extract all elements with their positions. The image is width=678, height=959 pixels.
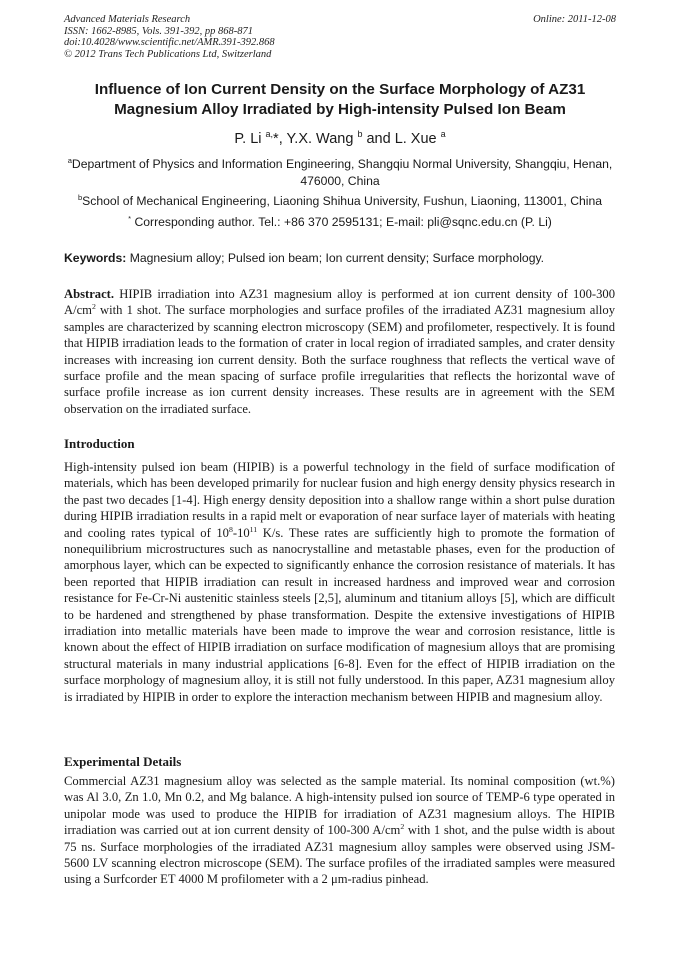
- affiliation-text: Corresponding author. Tel.: +86 370 2595131; E-mail: pli@sqnc.edu.cn (P. Li): [134, 215, 552, 229]
- affiliation-mark: b: [77, 192, 83, 202]
- keywords: [64, 250, 624, 266]
- author-affil-mark: a: [440, 129, 446, 140]
- body-text: with 1 shot, and the pulse width is about 75 ns. Surface morphologies of the irradiated AZ31 magnesium alloy samples were observed using JSM-5600 LV scanning electron microscope (SEM). The surface profiles of the irradiated samples were measured using a Surfcorder ET 4000 M profilometer with a 2 μm-radius pinhead.: [64, 823, 615, 887]
- journal-name: Advanced Materials Research: [64, 14, 191, 25]
- author-affil-mark: b: [357, 129, 363, 140]
- body-text: K/s. These rates are sufficiently high to promote the formation of nonequilibrium microstructures such as nanocrystalline and metastable phases, even for the production of amorphous layer, which can be expected to significantly enhance the corrosion resistance of materials. It has been reported that HIPIB irradiation can result in increased hardness and improved wear and corrosion resistance for Fe-Cr-Ni austenitic stainless steels [2,5], aluminum and titanium alloys [5], which are difficult to be hardened and strengthened by phase transformation. Despite the extensive investigations of HIPIB irradiation into metallic materials have been made to improve the wear and corrosion resistance, little is known about the effect of HIPIB irradiation on surface modification of magnesium alloys that are promising structural materials in many industrial applications [6-8]. Even for the effect of HIPIB irradiation on the surface morphology of magnesium alloy, it is still not fully understood. In this paper, AZ31 magnesium alloy is irradiated by HIPIB in order to explore the interaction mechanism between HIPIB and magnesium alloy.: [64, 525, 615, 704]
- paper-title: Influence of Ion Current Density on the Surface Morphology of AZ31 Magnesium Alloy Irradiated by High-intensity Pulsed Ion Beam: [94, 81, 586, 118]
- author-line: [64, 130, 616, 148]
- online-date: Online: 2011-12-08: [533, 14, 616, 25]
- author-separator: and: [362, 131, 395, 147]
- author-name: L. Xue: [394, 131, 437, 147]
- introduction-paragraph: [64, 459, 615, 705]
- body-text: -10: [232, 525, 250, 540]
- affiliation-b: [64, 193, 616, 210]
- affiliation-text: School of Mechanical Engineering, Liaoning Shihua University, Fushun, Liaoning, 113001, China: [82, 194, 603, 208]
- author-name: P. Li: [234, 131, 262, 147]
- keywords-text: Magnesium alloy; Pulsed ion beam; Ion current density; Surface morphology.: [126, 251, 545, 265]
- abstract-text: with 1 shot. The surface morphologies and surface profiles of the irradiated AZ31 magnesium alloy samples are characterized by scanning electron microscopy (SEM) and profilometer, respectively. It is found that HIPIB irradiation leads to the formation of crater in local region of irradiated samples, and crater density increases with increasing ion current density. Both the surface roughness that reflects the vertical wave of surface profile and the mean spacing of surface profile irregularities that reflects the horizontal wave of surface profile increase as ion current density increases. These results are in agreement with the SEM observation on the irradiated surface.: [64, 303, 615, 416]
- experimental-paragraph: [64, 773, 615, 888]
- affiliation-text: Department of Physics and Information Engineering, Shangqiu Normal University, Shangqiu, Henan, 476000, China: [71, 157, 613, 188]
- abstract: [64, 286, 615, 417]
- copyright-line: © 2012 Trans Tech Publications Ltd, Switzerland: [64, 48, 272, 60]
- body-text: High-intensity pulsed ion beam (HIPIB) is a powerful technology in the field of surface modification of materials, which has been developed primarily for nuclear fusion and high energy density physics research in the past two decades [1-4]. High energy density deposition into a shallow range within a short pulse duration during HIPIB irradiation results in a rapid melt or evaporation of near surface layer of materials with heating and cooling rates typical of 10: [64, 460, 615, 540]
- journal-header: [64, 14, 616, 60]
- affiliation-mark: a: [67, 155, 72, 165]
- superscript: 2: [400, 822, 405, 832]
- corresponding-author: [64, 214, 616, 231]
- abstract-text: HIPIB irradiation into AZ31 magnesium alloy is performed at ion current density of 100-300 A/cm: [64, 287, 615, 318]
- affiliation-a: [64, 156, 616, 189]
- body-text: Commercial AZ31 magnesium alloy was selected as the sample material. Its nominal composition (wt.%) was Al 3.0, Zn 1.0, Mn 0.2, and Mg balance. A high-intensity pulsed ion source of TEMP-6 type operated in unipolar mode was used to produce the HIPIB for irradiation of AZ31 magnesium alloys. The HIPIB irradiation was carried out at ion current density of 100-300 A/cm: [64, 774, 615, 838]
- affiliation-mark: *: [128, 213, 132, 223]
- author-separator: ,: [278, 131, 287, 147]
- superscript: 2: [91, 302, 96, 312]
- author-name: Y.X. Wang: [286, 131, 354, 147]
- introduction-heading: Introduction: [64, 436, 135, 451]
- doi-line: doi:10.4028/www.scientific.net/AMR.391-392.868: [64, 37, 275, 48]
- experimental-heading: Experimental Details: [64, 754, 182, 769]
- corresponding-mark: *: [273, 131, 279, 147]
- abstract-label: Abstract.: [64, 287, 115, 301]
- issn-line: ISSN: 1662-8985, Vols. 391-392, pp 868-871: [64, 25, 253, 37]
- keywords-label: Keywords:: [64, 251, 127, 265]
- superscript: 11: [249, 524, 258, 534]
- superscript: 8: [228, 524, 233, 534]
- author-affil-mark: a,: [265, 129, 274, 140]
